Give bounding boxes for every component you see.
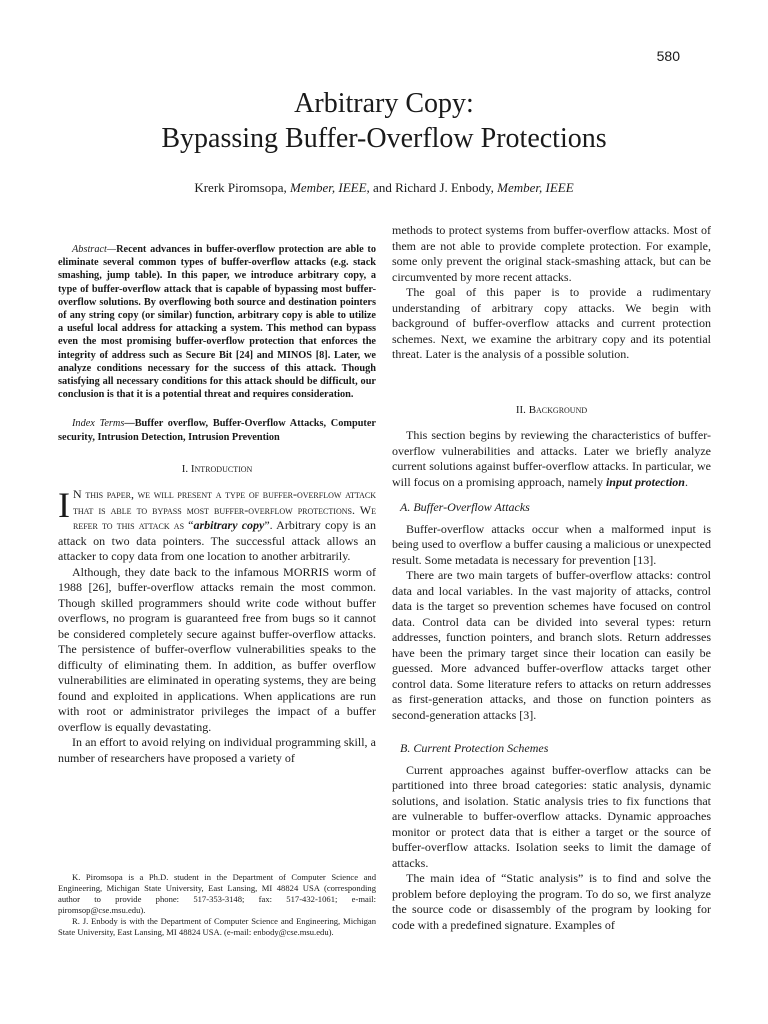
- abstract: [58, 243, 376, 401]
- title-line-1: Arbitrary Copy:: [294, 88, 474, 119]
- index-terms-text: —Buffer overflow, Buffer-Overflow Attacks, Computer security, Intrusion Detection, Intrusion Prevention: [58, 418, 376, 443]
- footnote-author-2: R. J. Enbody is with the Department of Computer Science and Engineering, Michigan State University, East Lansing, MI 48824 USA. (e-mail: enbody@cse.msu.edu).: [58, 916, 376, 937]
- subsection-b-paragraph-1: Current approaches against buffer-overflow attacks can be partitioned into three broad categories: static analysis, dynamic solutions, and isolation. Static analysis tries to fix functions that are vulnerable to buffer-overflow attacks. Dynamic approaches monitor or protect data that is either a target or the source of buffer-overflow attacks. Isolation seeks to limit the damage of attacks.: [392, 762, 711, 870]
- page-number: 580: [656, 48, 680, 64]
- author-line: [0, 180, 768, 196]
- subsection-heading-b: B. Current Protection Schemes: [400, 741, 549, 755]
- emphasis-arbitrary-copy: arbitrary copy: [193, 518, 265, 533]
- author-2-role: Member, IEEE: [497, 180, 574, 195]
- left-column: [58, 243, 376, 766]
- background-paragraph: This section begins by reviewing the characteristics of buffer-overflow vulnerabilities and attacks. Later we briefly analyze current solutions against buffer-overflow attacks. In particular, we will focus on a promising approach, namely input protection.: [392, 428, 711, 489]
- section-heading-introduction: I. Introduction: [181, 462, 253, 475]
- footnote-author-1: K. Piromsopa is a Ph.D. student in the Department of Computer Science and Engineering, Michigan State University, East Lansing, MI 48824 USA (corresponding author to provide phone: 517-353-3148; fax: 517-432-1061; e-mail: piromsop@cse.msu.edu).: [58, 872, 376, 915]
- index-terms: [58, 417, 376, 443]
- subsection-a-paragraph-2: There are two main targets of buffer-overflow attacks: control data and local variables. In the vast majority of attacks, control data is the target so prevention schemes have focused on control data. Control data can be divided into several types: return addresses, function pointers, and branch slots. Return addresses have been the primary target since their location can easily be guessed. More advanced buffer-overflow attacks target other control data. Some literature refers to attacks on return addresses as first-generation attacks, and those on function pointers as second-generation attacks [3].: [392, 568, 711, 722]
- section-heading-background: II. Background: [515, 403, 588, 416]
- intro-paragraph-3: In an effort to avoid relying on individual programming skill, a number of researchers have proposed a variety of: [58, 735, 376, 765]
- right-column: [392, 223, 711, 933]
- subsection-a-paragraph-1: Buffer-overflow attacks occur when a malformed input is being used to overflow a buffer causing a malicious or unexpected result. Some metadata is necessary for prevention [13].: [392, 521, 712, 567]
- intro-paragraph-1: I N this paper, we will present a type of buffer-overflow attack that is able to bypass most buffer-overflow protections. We refer to this attack as “arbitrary copy”. Arbitrary copy is an attack on two data pointers. The successful attack allows an attacker to copy data from one location to another arbitrarily.: [58, 485, 376, 564]
- index-terms-lead: Index Terms: [72, 418, 125, 430]
- author-1-role: Member, IEEE,: [290, 180, 370, 195]
- author-1: Krerk Piromsopa,: [194, 180, 287, 195]
- intro-continuation: methods to protect systems from buffer-overflow attacks. Most of them are not able to provide complete protection. For example, some only prevent the original stack-smashing attack, but can be circumvented by more recent attacks.: [392, 223, 711, 284]
- drop-cap: I: [58, 485, 70, 526]
- abstract-text: Recent advances in buffer-overflow protection are able to eliminate several common types of buffer-overflow attacks (e.g. stack smashing, jump table). In this paper, we introduce arbitrary copy, a type of buffer-overflow attack that is capable of bypassing most buffer-overflow solutions. By overflowing both source and destination pointers of any string copy (or similar) function, arbitrary copy is able to utilize a useful local address for attacking a system. This method can bypass even the most promising buffer-overflow protection that enforces the integrity of address such as Secure Bit [24] and MINOS [8]. Later, we analyze conditions necessary for the success of this attack. Though satisfying all necessary conditions for this attack should be difficult, our conclusion is that it is a potential threat and requires consideration.: [58, 244, 376, 401]
- emphasis-input-protection: input protection: [605, 474, 685, 489]
- subsection-heading-a: A. Buffer-Overflow Attacks: [400, 500, 530, 514]
- footnotes: [58, 872, 376, 938]
- author-conjunction: and Richard J. Enbody,: [373, 180, 494, 195]
- subsection-b-paragraph-2: The main idea of “Static analysis” is to find and solve the problem before deploying the program. To do so, we first analyze the source code or disassembly of the program by looking for code with a predefined signature. Examples of: [392, 871, 711, 932]
- abstract-lead: Abstract—: [72, 244, 117, 255]
- intro-paragraph-2: Although, they date back to the infamous MORRIS worm of 1988 [26], buffer-overflow attacks remain the most common. Though skilled programmers should write code without buffer overflows, no program is guaranteed free from bugs so it cannot be considered completely secure against buffer-overflow attacks. The persistence of buffer-overflow vulnerabilities speaks to the difficulty of eliminating them. In addition, as buffer overflow vulnerabilities are eliminated in operating systems, they are being found and exploited in applications. When applications are run with root or administrator privileges the impact of a buffer overflow is equally devastating.: [58, 564, 376, 734]
- paper-title: [0, 86, 768, 156]
- goal-paragraph: The goal of this paper is to provide a rudimentary understanding of arbitrary copy attacks. We begin with background of buffer-overflow attacks and current protection schemes. Next, we examine the arbitrary copy and its potential threat. Later is the analysis of a possible solution.: [392, 285, 711, 361]
- title-line-2: Bypassing Buffer-Overflow Protections: [161, 123, 607, 154]
